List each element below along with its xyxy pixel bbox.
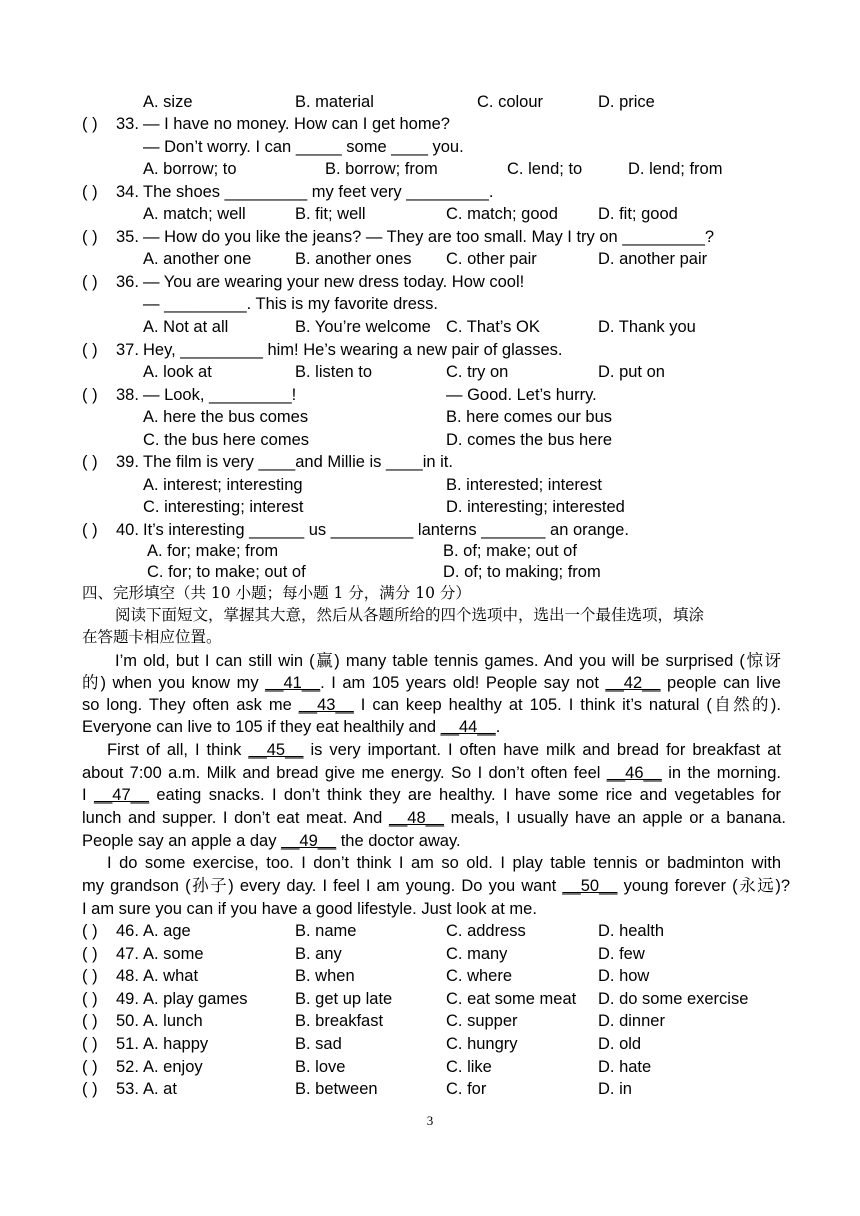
option-d: D. Thank you [598, 318, 696, 336]
blank-number: __44__ [440, 718, 496, 736]
option-b: B. name [295, 922, 357, 940]
question-text: It’s interesting ______ us _________ lanterns _______ an orange. [143, 521, 629, 539]
option-a: A. for; make; from [147, 542, 279, 560]
passage-line [115, 650, 781, 672]
option-c: C. That’s OK [446, 318, 540, 336]
question-number: 36. [116, 273, 139, 291]
passage-text: eating snacks. I don’t think they are healthy. I have some rice and vegetables for [149, 786, 781, 804]
page-number: 3 [426, 1113, 434, 1128]
option-a: A. enjoy [143, 1057, 203, 1076]
answer-paren: ( ) [82, 115, 98, 133]
option-d: D. do some exercise [598, 989, 749, 1008]
passage-line [82, 898, 537, 920]
option-c: C. lend; to [507, 160, 583, 178]
passage-text: meals, I usually have an apple or a banana. [444, 809, 786, 827]
option-b: B. listen to [295, 363, 373, 381]
passage-line [82, 830, 461, 852]
blank-number: __46__ [606, 764, 662, 782]
option-b: B. sad [295, 1035, 342, 1053]
blank-number: __45__ [248, 741, 304, 759]
question-reply: — Don’t worry. I can _____ some ____ you. [143, 138, 464, 156]
question-number: 47. [116, 944, 139, 963]
question-number: 53. [116, 1080, 139, 1099]
passage-text: I am sure you can if you have a good lifestyle. Just look at me. [82, 900, 537, 918]
question-number: 38. [116, 386, 139, 404]
passage-text: . [495, 718, 501, 736]
passage-line [82, 694, 781, 716]
passage-line [82, 784, 781, 806]
answer-paren: ( ) [82, 228, 98, 246]
option-a: A. borrow; to [143, 160, 237, 178]
passage-text: lunch and supper. I don’t eat meat. And [82, 809, 389, 827]
option-d: D. in [598, 1080, 632, 1099]
question-number: 39. [116, 453, 139, 471]
option-d: D. health [598, 922, 665, 940]
option-c: C. hungry [446, 1035, 518, 1053]
blank-number: __43__ [298, 696, 354, 714]
option-b: B. breakfast [295, 1012, 384, 1031]
question-reply: — _________. This is my favorite dress. [143, 295, 439, 313]
option-c: C. try on [446, 363, 509, 381]
option-d: D. dinner [598, 1012, 665, 1031]
answer-paren: ( ) [82, 453, 98, 471]
passage-text: young forever (永远)? [617, 877, 790, 895]
option-b: B. any [295, 944, 342, 963]
option-d: D. put on [598, 363, 665, 381]
question-number: 50. [116, 1012, 139, 1031]
option-a: A. here the bus comes [143, 408, 309, 426]
passage-text: so long. They often ask me [82, 696, 299, 714]
question-number: 33. [116, 115, 139, 133]
question-number: 40. [116, 521, 139, 539]
option-d: D. price [598, 93, 655, 111]
option-a: A. happy [143, 1035, 209, 1053]
passage-line [82, 762, 781, 784]
passage-line [82, 716, 500, 738]
option-b: B. material [295, 93, 374, 111]
passage-line [82, 672, 781, 694]
option-a: A. age [143, 922, 191, 940]
option-a: A. lunch [143, 1012, 203, 1031]
answer-paren: ( ) [82, 521, 98, 539]
passage-text: is very important. I often have milk and bread for breakfast at [303, 741, 781, 759]
option-c: C. where [446, 967, 513, 986]
question-text: Hey, _________ him! He’s wearing a new pair of glasses. [143, 341, 563, 359]
option-d: D. comes the bus here [446, 431, 612, 449]
answer-paren: ( ) [82, 183, 98, 201]
option-a: A. Not at all [143, 318, 229, 336]
question-number: 49. [116, 989, 139, 1008]
passage-text: . I am 105 years old! People say not [320, 674, 606, 692]
instruction-text: 在答题卡相应位置。 [82, 628, 222, 646]
option-b: B. borrow; from [325, 160, 438, 178]
question-text: — I have no money. How can I get home? [143, 115, 450, 133]
option-a: A. another one [143, 250, 252, 268]
answer-paren: ( ) [82, 967, 98, 986]
answer-paren: ( ) [82, 386, 98, 404]
section-title: 四、完形填空（共 10 小题；每小题 1 分，满分 10 分） [82, 584, 471, 602]
question-number: 51. [116, 1035, 139, 1053]
option-c: C. many [446, 944, 508, 963]
option-d: D. hate [598, 1057, 652, 1076]
option-d: D. lend; from [628, 160, 723, 178]
blank-number: __48__ [388, 809, 445, 827]
question-number: 34. [116, 183, 139, 201]
option-c: C. interesting; interest [143, 498, 304, 516]
passage-text: People say an apple a day [82, 832, 282, 850]
option-c: C. for; to make; out of [147, 563, 306, 581]
answer-paren: ( ) [82, 341, 98, 359]
answer-paren: ( ) [82, 922, 98, 940]
option-b: B. get up late [295, 989, 393, 1008]
option-b: B. between [295, 1080, 378, 1099]
question-text: The shoes _________ my feet very _________. [143, 183, 494, 201]
question-number: 35. [116, 228, 139, 246]
passage-text: people can live [660, 674, 781, 692]
question-number: 52. [116, 1057, 139, 1076]
blank-number: __41__ [265, 674, 321, 692]
option-b: B. fit; well [295, 205, 366, 223]
option-d: D. how [598, 967, 650, 986]
option-c: C. like [446, 1057, 492, 1076]
passage-text: I do some exercise, too. I don’t think I am so old. I play table tennis or badminton with [107, 854, 781, 872]
answer-paren: ( ) [82, 1057, 98, 1076]
option-b: B. You’re welcome [295, 318, 431, 336]
answer-paren: ( ) [82, 1012, 98, 1031]
answer-paren: ( ) [82, 1080, 98, 1099]
passage-line [107, 852, 781, 874]
option-d: D. interesting; interested [446, 498, 625, 516]
option-a: A. what [143, 967, 199, 986]
option-b: B. love [295, 1057, 346, 1076]
passage-text: I can keep healthy at 105. I think it’s natural (自然的). [353, 696, 781, 714]
passage-line [82, 807, 786, 829]
option-d: D. fit; good [598, 205, 678, 223]
option-a: A. interest; interesting [143, 476, 303, 494]
answer-paren: ( ) [82, 944, 98, 963]
option-c: C. other pair [446, 250, 537, 268]
question-text: The film is very ____and Millie is ____in it. [143, 453, 453, 471]
option-b: B. another ones [295, 250, 412, 268]
answer-paren: ( ) [82, 989, 98, 1008]
option-b: B. of; make; out of [443, 542, 577, 560]
blank-number: __50__ [562, 877, 618, 895]
option-a: A. size [143, 93, 193, 111]
passage-text: I’m old, but I can still win (赢) many table tennis games. And you will be surprised (惊讶 [115, 652, 781, 670]
answer-paren: ( ) [82, 273, 98, 291]
blank-number: __49__ [281, 832, 337, 850]
passage-text: the doctor away. [336, 832, 461, 850]
question-reply: — Good. Let’s hurry. [446, 386, 597, 404]
option-c: C. eat some meat [446, 989, 577, 1008]
option-d: D. of; to making; from [443, 563, 601, 581]
option-a: A. at [143, 1080, 177, 1099]
question-number: 46. [116, 922, 139, 940]
passage-text: Everyone can live to 105 if they eat healthily and [82, 718, 441, 736]
passage-line [82, 875, 790, 897]
passage-text: about 7:00 a.m. Milk and bread give me energy. So I don’t often feel [82, 764, 607, 782]
blank-number: __42__ [605, 674, 661, 692]
question-number: 48. [116, 967, 139, 986]
passage-text: my grandson (孙子) every day. I feel I am young. Do you want [82, 877, 563, 895]
option-a: A. some [143, 944, 204, 963]
option-c: C. supper [446, 1012, 518, 1031]
option-b: B. here comes our bus [446, 408, 612, 426]
option-d: D. another pair [598, 250, 708, 268]
option-c: C. for [446, 1080, 487, 1099]
option-d: D. old [598, 1035, 642, 1053]
option-c: C. colour [477, 93, 544, 111]
option-b: B. interested; interest [446, 476, 602, 494]
option-a: A. play games [143, 989, 248, 1008]
question-text: — How do you like the jeans? — They are too small. May I try on _________? [143, 228, 715, 246]
option-a: A. look at [143, 363, 212, 381]
passage-text: I [82, 786, 94, 804]
question-text: — You are wearing your new dress today. How cool! [143, 273, 525, 291]
option-a: A. match; well [143, 205, 246, 223]
passage-text: 的) when you know my [82, 674, 266, 692]
option-c: C. address [446, 922, 526, 940]
question-number: 37. [116, 341, 139, 359]
option-b: B. when [295, 967, 355, 986]
blank-number: __47__ [93, 786, 150, 804]
passage-line [107, 739, 781, 761]
passage-text: First of all, I think [107, 741, 249, 759]
instruction-text: 阅读下面短文，掌握其大意，然后从各题所给的四个选项中，选出一个最佳选项，填涂 [115, 606, 705, 624]
option-d: D. few [598, 944, 645, 963]
passage-text: in the morning. [661, 764, 781, 782]
question-text: — Look, _________! [143, 386, 297, 404]
option-c: C. match; good [446, 205, 558, 223]
answer-paren: ( ) [82, 1035, 98, 1053]
option-c: C. the bus here comes [143, 431, 309, 449]
